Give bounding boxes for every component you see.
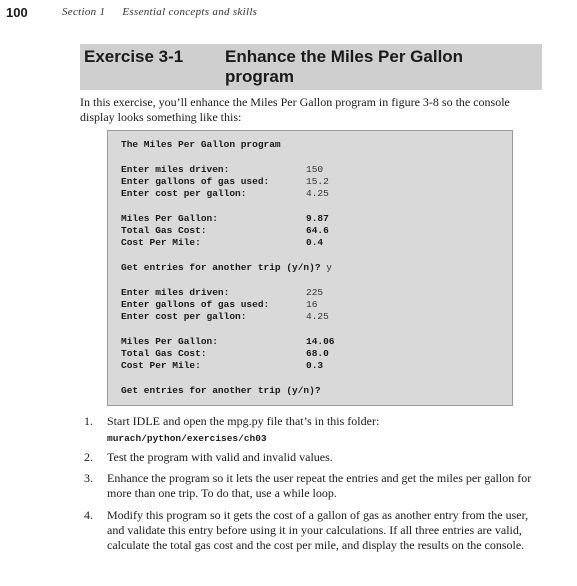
console-input-value: 15.2 xyxy=(306,176,329,187)
console-result-value: 64.6 xyxy=(306,225,329,236)
console-result-label: Miles Per Gallon: xyxy=(121,213,218,224)
console-input-label: Enter miles driven: xyxy=(121,287,230,298)
console-input-value: 150 xyxy=(306,164,324,175)
step-text: Enhance the program so it lets the user repeat the entries and get the miles per gallon for more than one trip. To do that, use a while loop. xyxy=(107,471,532,500)
step-number: 3. xyxy=(84,471,93,485)
exercise-number: Exercise 3-1 xyxy=(84,47,184,66)
console-result-value: 9.87 xyxy=(306,213,329,224)
console-result-label: Total Gas Cost: xyxy=(121,225,207,236)
exercise-title: Enhance the Miles Per Gallon program xyxy=(225,47,464,86)
console-input-value: 4.25 xyxy=(306,311,329,322)
console-input-value: 16 xyxy=(306,299,318,310)
console-input-value: 4.25 xyxy=(306,188,329,199)
console-result-value: 0.4 xyxy=(306,237,324,248)
step-number: 2. xyxy=(84,450,93,464)
step-text: Test the program with valid and invalid values. xyxy=(107,450,333,464)
console-result-value: 68.0 xyxy=(306,348,329,359)
console-input-label: Enter cost per gallon: xyxy=(121,188,247,199)
exercise-banner xyxy=(80,44,542,90)
console-result-value: 14.06 xyxy=(306,336,335,347)
console-prompt xyxy=(121,262,332,274)
step-text xyxy=(107,414,532,446)
console-display xyxy=(107,130,513,406)
running-head xyxy=(62,6,257,18)
console-result-label: Cost Per Mile: xyxy=(121,237,201,248)
console-result-label: Total Gas Cost: xyxy=(121,348,207,359)
console-result-label: Miles Per Gallon: xyxy=(121,336,218,347)
console-result-label: Cost Per Mile: xyxy=(121,360,201,371)
folder-path: murach/python/exercises/ch03 xyxy=(107,433,267,444)
console-result-value: 0.3 xyxy=(306,360,324,371)
console-prompt-answer: y xyxy=(326,262,332,273)
console-input-label: Enter cost per gallon: xyxy=(121,311,247,322)
console-input-value: 225 xyxy=(306,287,324,298)
console-input-label: Enter gallons of gas used: xyxy=(121,176,270,187)
section-label: Section 1 xyxy=(62,6,106,18)
console-prompt-text: Get entries for another trip (y/n)? xyxy=(121,262,321,273)
section-title: Essential concepts and skills xyxy=(122,6,258,18)
console-input-label: Enter miles driven: xyxy=(121,164,230,175)
step-text-body: Start IDLE and open the mpg.py file that’s in this folder: xyxy=(107,414,380,428)
page-number: 100 xyxy=(6,5,28,20)
step-number: 4. xyxy=(84,508,93,522)
step-text: Modify this program so it gets the cost of a gallon of gas as another entry from the user, and validate this entry before using it in your calculations. If all three entries are valid, calculate the total gas cost and the cost per mile, and display the results on the console. xyxy=(107,508,529,552)
console-prompt: Get entries for another trip (y/n)? xyxy=(121,385,321,396)
console-title: The Miles Per Gallon program xyxy=(121,139,281,150)
intro-paragraph: In this exercise, you’ll enhance the Miles Per Gallon program in figure 3-8 so the console display looks something like this: xyxy=(80,95,510,124)
step-number: 1. xyxy=(84,414,93,428)
console-input-label: Enter gallons of gas used: xyxy=(121,299,270,310)
